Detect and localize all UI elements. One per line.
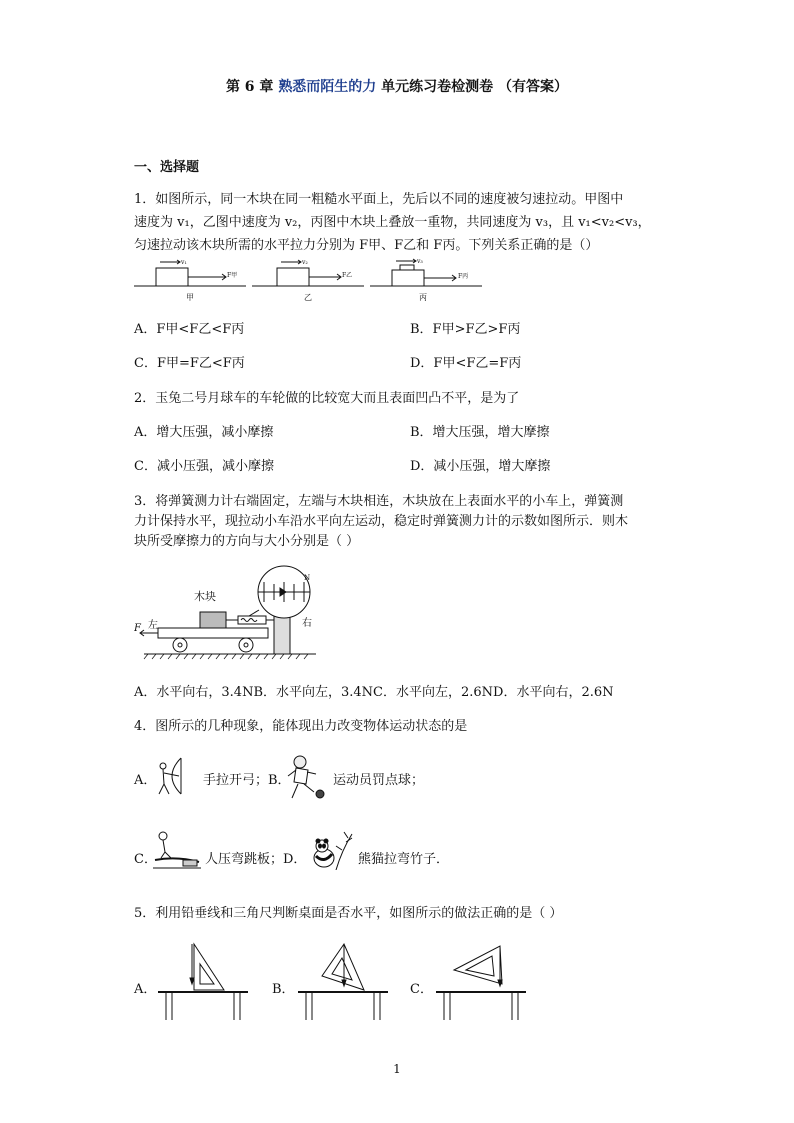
q5-figure-a: [150, 940, 255, 1022]
q5-option-b-label[interactable]: B．: [272, 982, 295, 997]
q4-option-a-label[interactable]: A．: [134, 773, 157, 788]
q3-right-label: 右: [302, 618, 312, 629]
q1-line-3: 匀速拉动该木块所需的水平拉力分别为 F甲、F乙和 F丙。下列关系正确的是（）: [134, 238, 599, 253]
page-number: 1: [393, 1062, 401, 1076]
q4-option-c-text[interactable]: 人压弯跳板；D．: [205, 852, 307, 867]
q5-figure-b: [292, 940, 397, 1022]
q1-option-c[interactable]: C．F甲=F乙<F丙: [134, 356, 245, 371]
q4-option-b-text[interactable]: 运动员罚点球；: [333, 773, 425, 788]
q1-option-b[interactable]: B．F甲>F乙>F丙: [410, 322, 521, 337]
football-player-icon: [286, 754, 330, 800]
q3-line-1: 3．将弹簧测力计右端固定，左端与木块相连，木块放在上表面水平的小车上，弹簧测: [134, 494, 624, 509]
panda-bamboo-icon: [312, 830, 356, 870]
q2-option-a[interactable]: A．增大压强，减小摩擦: [134, 425, 274, 440]
q3-force-label: F: [134, 623, 141, 634]
q1-speed-2: v₂: [302, 259, 308, 266]
q3-left-label: 左: [148, 620, 158, 631]
q1-line-2: 速度为 v₁，乙图中速度为 v₂，丙图中木块上叠放一重物，共同速度为 v₃，且 v₁<v₂<v₃，: [134, 215, 651, 230]
q1-force-2: F乙: [342, 272, 353, 279]
q2-option-d[interactable]: D．减小压强，增大摩擦: [410, 459, 551, 474]
q3-line-2: 力计保持水平，现拉动小车沿水平向左运动，稳定时弹簧测力计的示数如图所示．则木: [134, 514, 629, 529]
q1-speed-1: v₁: [181, 259, 187, 266]
q1-option-d[interactable]: D．F甲<F乙=F丙: [410, 356, 522, 371]
q1-force-3: F丙: [458, 273, 469, 280]
q1-option-a[interactable]: A．F甲<F乙<F丙: [134, 322, 245, 337]
q3-answer-options[interactable]: A．水平向右，3.4NB．水平向左，3.4NC．水平向左，2.6ND．水平向右，2.6N: [134, 685, 614, 700]
q4-stem: 4．图所示的几种现象，能体现出力改变物体运动状态的是: [134, 719, 468, 734]
archer-icon: [155, 756, 189, 796]
q4-option-a-text[interactable]: 手拉开弓；B．: [203, 773, 291, 788]
q5-option-c-label[interactable]: C．: [410, 982, 433, 997]
q3-block-label: 木块: [194, 590, 216, 603]
q4-option-d-text[interactable]: 熊猫拉弯竹子．: [358, 852, 450, 867]
section-heading: 一、选择题: [134, 160, 200, 175]
q5-option-a-label[interactable]: A．: [134, 982, 157, 997]
q4-option-c-label[interactable]: C．: [134, 852, 157, 867]
q3-scale-unit: N: [304, 574, 311, 582]
q5-figure-c: [430, 940, 535, 1022]
q3-line-3: 块所受摩擦力的方向与大小分别是（ ）: [134, 534, 360, 549]
page-title: 第 6 章 熟悉而陌生的力 单元练习卷检测卷 （有答案）: [225, 79, 569, 95]
q2-option-b[interactable]: B．增大压强，增大摩擦: [410, 425, 550, 440]
q1-speed-3: v₃: [417, 258, 423, 265]
q1-label-bing: 丙: [419, 293, 427, 302]
q1-force-1: F甲: [227, 272, 238, 279]
q1-label-jia: 甲: [186, 293, 194, 302]
q1-line-1: 1．如图所示，同一木块在同一粗糙水平面上，先后以不同的速度被匀速拉动。甲图中: [134, 192, 624, 207]
diving-board-icon: [153, 830, 201, 870]
q2-stem: 2．玉兔二号月球车的车轮做的比较宽大而且表面凹凸不平，是为了: [134, 391, 520, 406]
q2-option-c[interactable]: C．减小压强，减小摩擦: [134, 459, 274, 474]
q1-figure: [134, 256, 514, 306]
q5-stem: 5．利用铅垂线和三角尺判断桌面是否水平，如图所示的做法正确的是（ ）: [134, 906, 563, 921]
q1-label-yi: 乙: [304, 293, 312, 302]
q3-figure: [134, 562, 334, 662]
